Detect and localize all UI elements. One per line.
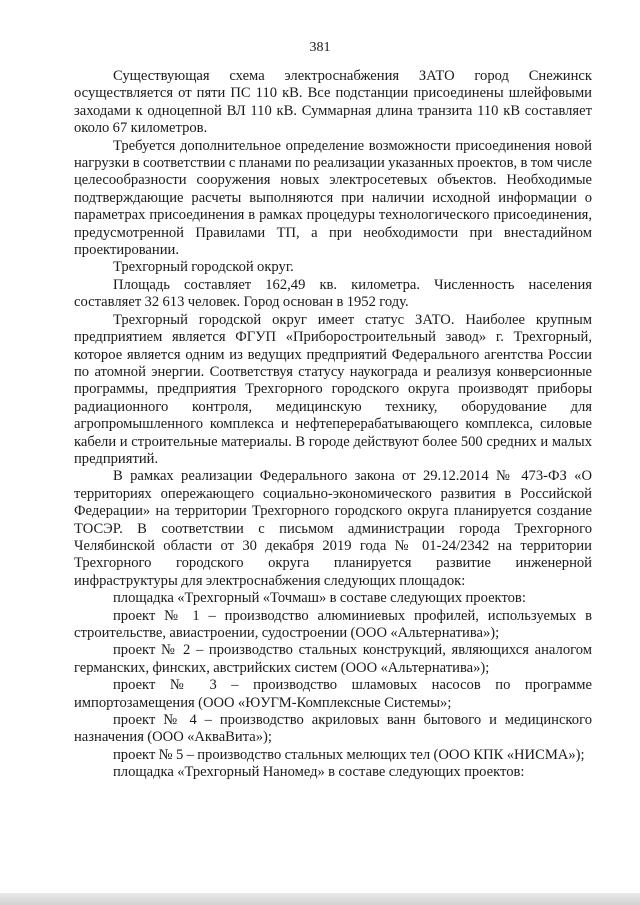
scan-bottom-edge — [0, 893, 640, 905]
page-number: 381 — [309, 40, 331, 55]
paragraph-snezhinsk-power-scheme: Существующая схема электроснабжения ЗАТО город Снежинск осуществляется от пяти ПС 110 кВ. Все подстанции присоединены шлейфовыми заходами к одноцепной ВЛ 110 кВ. Суммарная длина транзита 110 кВ составляет около 67 километров. — [74, 68, 592, 137]
paragraph-zato-status: Трехгорный городской округ имеет статус ЗАТО. Наиболее крупным предприятием является ФГУП «Приборостроительный завод» г. Трехгорный, которое является одним из ведущих предприятий Федерального агентства России по атомной энергии. Соответствуя статусу наукограда и реализуя конверсионные программы, предприятия Трехгорного городского округа производят приборы радиационного контроля, медицинскую технику, оборудование для агропромышленного комплекса и нефтеперерабатывающего комплекса, силовые кабели и строительные материалы. В городе действуют более 500 средних и малых предприятий. — [74, 311, 592, 467]
paragraph-site-nanomed: площадка «Трехгорный Наномед» в составе следующих проектов: — [113, 764, 525, 781]
paragraph-site-tochmash: площадка «Трехгорный «Точмаш» в составе следующих проектов: — [113, 590, 526, 607]
body-text — [74, 68, 592, 782]
paragraph-project-3: проект № 3 – производство шламовых насосов по программе импортозамещения (ООО «ЮУГМ-Комплексные Системы»; — [74, 677, 592, 711]
paragraph-tosar-creation: В рамках реализации Федерального закона от 29.12.2014 № 473-ФЗ «О территориях опережающего социально-экономического развития в Российской Федерации» на территории Трехгорного городского округа планируется создание ТОСЭР. В соответствии с письмом администрации города Трехгорного Челябинской области от 30 декабря 2019 года № 01-24/2342 на территории Трехгорного городского округа планируется развитие инженерной инфраструктуры для электроснабжения следующих площадок: — [74, 468, 592, 589]
paragraph-new-load-connection: Требуется дополнительное определение возможности присоединения новой нагрузки в соответствии с планами по реализации указанных проектов, в том числе целесообразности сооружения новых электросетевых объектов. Необходимые подтверждающие расчеты выполняются при наличии исходной информации о параметрах присоединения в рамках процедуры технологического присоединения, предусмотренной Правилами ТП, а при необходимости при внестадийном проектировании. — [74, 137, 592, 259]
paragraph-project-1: проект № 1 – производство алюминиевых профилей, используемых в строительстве, авиастроении, судостроении (ООО «Альтернатива»); — [74, 607, 592, 641]
paragraph-project-5: проект № 5 – производство стальных мелющих тел (ООО КПК «НИСМА»); — [113, 746, 585, 763]
paragraph-project-4: проект № 4 – производство акриловых ванн бытового и медицинского назначения (ООО «АкваВита»); — [74, 712, 592, 746]
paragraph-project-2: проект № 2 – производство стальных конструкций, являющихся аналогом германских, финских, австрийских систем (ООО «Альтернатива»); — [74, 642, 592, 676]
paragraph-area-population: Площадь составляет 162,49 кв. километра. Численность населения составляет 32 613 человек. Город основан в 1952 году. — [74, 276, 592, 311]
paragraph-trekhgorny-heading: Трехгорный городской округ. — [113, 259, 294, 276]
